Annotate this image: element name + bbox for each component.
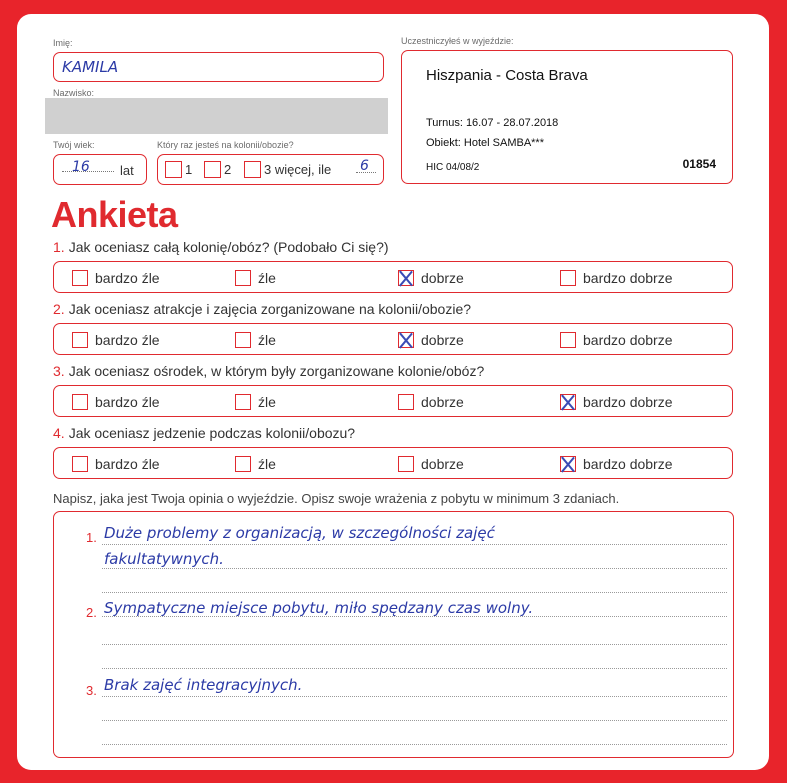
times-label: Który raz jesteś na kolonii/obozie? [157, 140, 294, 150]
dotted-line [102, 568, 727, 569]
question-3: 3. Jak oceniasz ośrodek, w którym były zorganizowane kolonie/obóz? [53, 363, 485, 379]
opinion-prompt: Napisz, jaka jest Twoja opinia o wyjeździe. Opisz swoje wrażenia z pobytu w minimum 3 zdaniach. [53, 491, 620, 506]
q4-checkbox-bardzo-zle[interactable] [72, 456, 88, 472]
question-2-options [53, 323, 733, 355]
q2-option-dobrze[interactable]: dobrze [398, 330, 464, 350]
times-checkbox-2[interactable] [204, 161, 221, 178]
q1-option-bardzo-zle[interactable]: bardzo źle [72, 268, 160, 288]
q1-checkbox-bardzo-dobrze[interactable] [560, 270, 576, 286]
q3-option-bardzo-dobrze[interactable]: bardzo dobrze [560, 392, 673, 412]
opinion-entry-1-line-1: Duże problemy z organizacją, w szczególności zajęć [104, 524, 495, 542]
q2-checkbox-bardzo-zle[interactable] [72, 332, 88, 348]
name-field[interactable] [53, 52, 384, 82]
trip-turnus: Turnus: 16.07 - 28.07.2018 [426, 117, 559, 129]
times-option-1[interactable]: 1 [165, 161, 192, 178]
opinion-entry-2-line-1: Sympatyczne miejsce pobytu, miło spędzany czas wolny. [104, 599, 534, 617]
q3-checkbox-zle[interactable] [235, 394, 251, 410]
dotted-line [102, 720, 727, 721]
times-option-3[interactable]: 3 więcej, ile [244, 161, 331, 178]
q1-checkbox-bardzo-zle[interactable] [72, 270, 88, 286]
q2-checkbox-zle[interactable] [235, 332, 251, 348]
name-label: Imię: [53, 38, 73, 48]
survey-sheet [17, 14, 769, 770]
age-field[interactable] [53, 154, 147, 185]
age-label: Twój wiek: [53, 140, 95, 150]
opinion-entry-1-line-2: fakultatywnych. [104, 550, 224, 568]
opinion-number-3: 3. [86, 683, 97, 698]
q1-option-dobrze[interactable]: dobrze [398, 268, 464, 288]
q2-checkbox-dobrze-checked[interactable] [398, 332, 414, 348]
trip-title: Hiszpania - Costa Brava [426, 67, 588, 84]
q2-option-bardzo-zle[interactable]: bardzo źle [72, 330, 160, 350]
age-unit: lat [120, 163, 134, 178]
dotted-line [102, 644, 727, 645]
opinion-number-1: 1. [86, 530, 97, 545]
q1-checkbox-zle[interactable] [235, 270, 251, 286]
dotted-line [102, 744, 727, 745]
q4-option-dobrze[interactable]: dobrze [398, 454, 464, 474]
q4-option-bardzo-dobrze[interactable]: bardzo dobrze [560, 454, 673, 474]
surname-redaction [45, 98, 388, 134]
q1-option-bardzo-dobrze[interactable]: bardzo dobrze [560, 268, 673, 288]
page-title: Ankieta [51, 194, 178, 235]
trip-number: 01854 [682, 157, 716, 171]
question-1: 1. Jak oceniasz całą kolonię/obóz? (Podobało Ci się?) [53, 239, 389, 255]
times-value: 6 [360, 158, 369, 174]
times-option-2[interactable]: 2 [204, 161, 231, 178]
q3-option-bardzo-zle[interactable]: bardzo źle [72, 392, 160, 412]
times-checkbox-3[interactable] [244, 161, 261, 178]
q3-checkbox-dobrze[interactable] [398, 394, 414, 410]
q1-checkbox-dobrze-checked[interactable] [398, 270, 414, 286]
q4-checkbox-dobrze[interactable] [398, 456, 414, 472]
question-3-options [53, 385, 733, 417]
opinion-entry-3-line-1: Brak zajęć integracyjnych. [104, 676, 303, 694]
q3-checkbox-bardzo-dobrze-checked[interactable] [560, 394, 576, 410]
surname-label: Nazwisko: [53, 88, 95, 98]
trip-label: Uczestniczyłeś w wyjeździe: [401, 36, 514, 46]
opinion-number-2: 2. [86, 605, 97, 620]
trip-obiekt: Obiekt: Hotel SAMBA*** [426, 137, 544, 149]
times-field [157, 154, 384, 185]
q2-checkbox-bardzo-dobrze[interactable] [560, 332, 576, 348]
q4-checkbox-zle[interactable] [235, 456, 251, 472]
question-4-options [53, 447, 733, 479]
age-value: 16 [72, 159, 90, 175]
question-4: 4. Jak oceniasz jedzenie podczas kolonii/obozu? [53, 425, 356, 441]
dotted-line [102, 696, 727, 697]
name-value: KAMILA [62, 58, 119, 76]
q4-checkbox-bardzo-dobrze-checked[interactable] [560, 456, 576, 472]
dotted-line [102, 668, 727, 669]
q3-checkbox-bardzo-zle[interactable] [72, 394, 88, 410]
dotted-line [102, 544, 727, 545]
q2-option-zle[interactable]: źle [235, 330, 276, 350]
q1-option-zle[interactable]: źle [235, 268, 276, 288]
trip-ref: HIC 04/08/2 [426, 162, 480, 173]
times-checkbox-1[interactable] [165, 161, 182, 178]
trip-box [401, 50, 733, 184]
question-1-options [53, 261, 733, 293]
q4-option-bardzo-zle[interactable]: bardzo źle [72, 454, 160, 474]
opinion-box[interactable] [53, 511, 734, 758]
q4-option-zle[interactable]: źle [235, 454, 276, 474]
question-2: 2. Jak oceniasz atrakcje i zajęcia zorganizowane na kolonii/obozie? [53, 301, 472, 317]
q3-option-zle[interactable]: źle [235, 392, 276, 412]
dotted-line [102, 592, 727, 593]
q2-option-bardzo-dobrze[interactable]: bardzo dobrze [560, 330, 673, 350]
q3-option-dobrze[interactable]: dobrze [398, 392, 464, 412]
